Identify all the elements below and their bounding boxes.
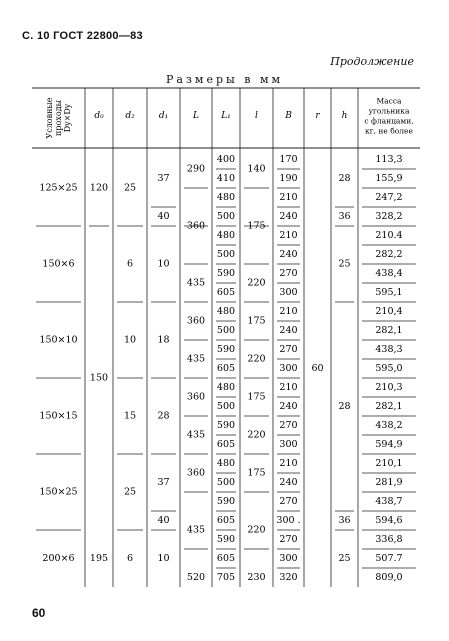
cell-B: 210 — [279, 230, 298, 241]
cell-B: 270 — [279, 420, 298, 431]
cell-B: 270 — [279, 268, 298, 279]
cell-l: 175 — [247, 467, 266, 479]
cell-mass: 282,2 — [375, 249, 403, 260]
cell-L: 360 — [186, 467, 206, 479]
cell-L1: 590 — [216, 344, 236, 355]
cell-B: 240 — [279, 249, 298, 260]
cell-mass: 247,2 — [375, 192, 403, 203]
cell-d2: 10 — [123, 334, 137, 346]
cell-B: 240 — [279, 477, 298, 488]
cell-d0: 120 — [89, 182, 109, 194]
cell-B: 300 — [279, 439, 298, 450]
header-h: h — [341, 111, 348, 121]
cell-mass: 438,4 — [375, 268, 403, 279]
header-d1: d₁ — [158, 111, 169, 121]
cell-L: 360 — [186, 220, 206, 232]
cell-L1: 605 — [216, 515, 236, 526]
cell-B: 240 — [279, 325, 298, 336]
header-l1: L₁ — [221, 111, 231, 121]
cell-B: 240 — [279, 401, 298, 412]
header-mass: кг, не более — [365, 126, 413, 136]
header-r: r — [315, 111, 320, 121]
cell-d1: 37 — [157, 477, 170, 488]
cell-conditional-passage: 200×6 — [42, 553, 75, 564]
cell-B: 320 — [279, 572, 298, 583]
cell-L1: 590 — [216, 268, 236, 279]
header-l: L — [193, 111, 199, 121]
cell-B: 170 — [279, 154, 298, 165]
header-d0: d₀ — [94, 111, 104, 121]
cell-B: 300 — [279, 287, 298, 298]
header-mass: угольника — [368, 106, 410, 116]
cell-B: 210 — [279, 458, 298, 469]
cell-d1: 37 — [157, 173, 170, 184]
cell-L1: 480 — [216, 458, 236, 469]
cell-conditional-passage: 150×10 — [39, 334, 78, 346]
cell-B: 300 — [279, 553, 298, 564]
cell-L: 435 — [186, 524, 206, 536]
cell-B: 210 — [279, 192, 298, 203]
cell-L1: 500 — [216, 211, 236, 222]
cell-h: 36 — [338, 515, 351, 526]
cell-mass: 336,8 — [375, 534, 403, 545]
cell-B: 300 — [279, 363, 298, 374]
cell-mass: 595,0 — [375, 363, 403, 374]
cell-mass: 507.7 — [375, 553, 403, 564]
continuation-label: Продолжение — [330, 55, 414, 68]
cell-L1: 590 — [216, 420, 236, 431]
cell-L1: 605 — [216, 439, 236, 450]
cell-h: 25 — [338, 553, 351, 564]
cell-d2: 15 — [123, 410, 137, 422]
cell-B: 300 . — [276, 515, 301, 526]
cell-d1: 10 — [157, 258, 170, 270]
cell-mass: 281,9 — [375, 477, 403, 488]
cell-B: 270 — [279, 496, 298, 507]
cell-L: 520 — [186, 572, 206, 583]
cell-mass: 282,1 — [375, 401, 403, 412]
cell-B: 240 — [279, 211, 298, 222]
cell-l: 175 — [247, 391, 266, 403]
cell-L1: 480 — [216, 306, 236, 317]
cell-l: 220 — [247, 524, 266, 536]
cell-mass: 594,9 — [375, 439, 403, 450]
cell-d0: 150 — [89, 372, 109, 384]
cell-L1: 590 — [216, 496, 236, 507]
cell-mass: 210,3 — [375, 382, 403, 393]
cell-mass: 210,4 — [375, 306, 403, 317]
cell-l: 230 — [247, 572, 266, 583]
cell-d2: 25 — [123, 182, 137, 194]
cell-l: 175 — [247, 315, 266, 327]
cell-L1: 590 — [216, 534, 236, 545]
cell-conditional-passage: 125×25 — [39, 182, 78, 194]
cell-L1: 480 — [216, 192, 236, 203]
page-number: 60 — [32, 606, 46, 620]
cell-B: 270 — [279, 534, 298, 545]
header-d2: d₂ — [125, 111, 135, 121]
cell-mass: 328,2 — [375, 211, 403, 222]
cell-conditional-passage: 150×25 — [39, 486, 78, 498]
cell-l: 220 — [247, 277, 266, 289]
cell-mass: 155,9 — [375, 173, 403, 184]
cell-d1: 40 — [157, 515, 170, 526]
header-mass: с фланцами, — [364, 116, 414, 126]
cell-mass: 438,3 — [375, 344, 403, 355]
cell-L: 360 — [186, 315, 206, 327]
cell-mass: 595,1 — [375, 287, 403, 298]
cell-L1: 500 — [216, 477, 236, 488]
cell-L1: 605 — [216, 553, 236, 564]
cell-h: 36 — [338, 211, 351, 222]
cell-L1: 500 — [216, 325, 236, 336]
header-conditional-passages: Dy×Dy — [63, 103, 72, 133]
cell-L1: 605 — [216, 287, 236, 298]
cell-L: 290 — [186, 163, 206, 175]
cell-l: 175 — [247, 220, 266, 232]
cell-mass: 113,3 — [375, 154, 403, 165]
cell-d1: 10 — [157, 553, 170, 564]
cell-conditional-passage: 150×6 — [42, 258, 75, 270]
cell-l: 220 — [247, 429, 266, 441]
cell-d0: 195 — [89, 553, 109, 564]
cell-L: 435 — [186, 429, 206, 441]
cell-mass: 210.4 — [375, 230, 403, 241]
cell-d1: 28 — [157, 410, 170, 422]
cell-L1: 410 — [216, 173, 236, 184]
cell-mass: 210,1 — [375, 458, 403, 469]
cell-mass: 594,6 — [375, 515, 403, 526]
cell-mass: 809,0 — [375, 572, 403, 583]
cell-d1: 18 — [157, 334, 170, 346]
page-header: С. 10 ГОСТ 22800—83 — [22, 30, 143, 42]
cell-L1: 500 — [216, 401, 236, 412]
cell-mass: 438,2 — [375, 420, 403, 431]
cell-L: 435 — [186, 277, 206, 289]
cell-h: 25 — [338, 258, 351, 270]
cell-h: 28 — [338, 173, 351, 184]
cell-l: 140 — [247, 163, 266, 175]
cell-L1: 605 — [216, 363, 236, 374]
cell-h: 28 — [338, 401, 351, 412]
cell-d1: 40 — [157, 211, 170, 222]
cell-B: 270 — [279, 344, 298, 355]
header-l: l — [255, 111, 258, 121]
cell-d2: 6 — [126, 258, 134, 270]
sizes-caption: Размеры в мм — [165, 73, 284, 86]
cell-mass: 438,7 — [375, 496, 403, 507]
header-conditional-passages: Условные — [45, 97, 54, 139]
cell-L: 360 — [186, 391, 206, 403]
cell-L1: 480 — [216, 230, 236, 241]
cell-L1: 480 — [216, 382, 236, 393]
header-b: B — [285, 111, 292, 121]
cell-mass: 282,1 — [375, 325, 403, 336]
cell-B: 210 — [279, 382, 298, 393]
cell-B: 210 — [279, 306, 298, 317]
cell-L1: 400 — [216, 154, 236, 165]
cell-r: 60 — [311, 363, 324, 374]
cell-L1: 705 — [216, 572, 236, 583]
cell-B: 190 — [279, 173, 298, 184]
cell-d2: 25 — [123, 486, 137, 498]
header-conditional-passages: проходы — [54, 100, 63, 136]
cell-L: 435 — [186, 353, 206, 365]
header-mass: Масса — [376, 96, 402, 106]
cell-L1: 500 — [216, 249, 236, 260]
cell-d2: 6 — [126, 553, 134, 564]
cell-l: 220 — [247, 353, 266, 365]
cell-conditional-passage: 150×15 — [39, 410, 78, 422]
